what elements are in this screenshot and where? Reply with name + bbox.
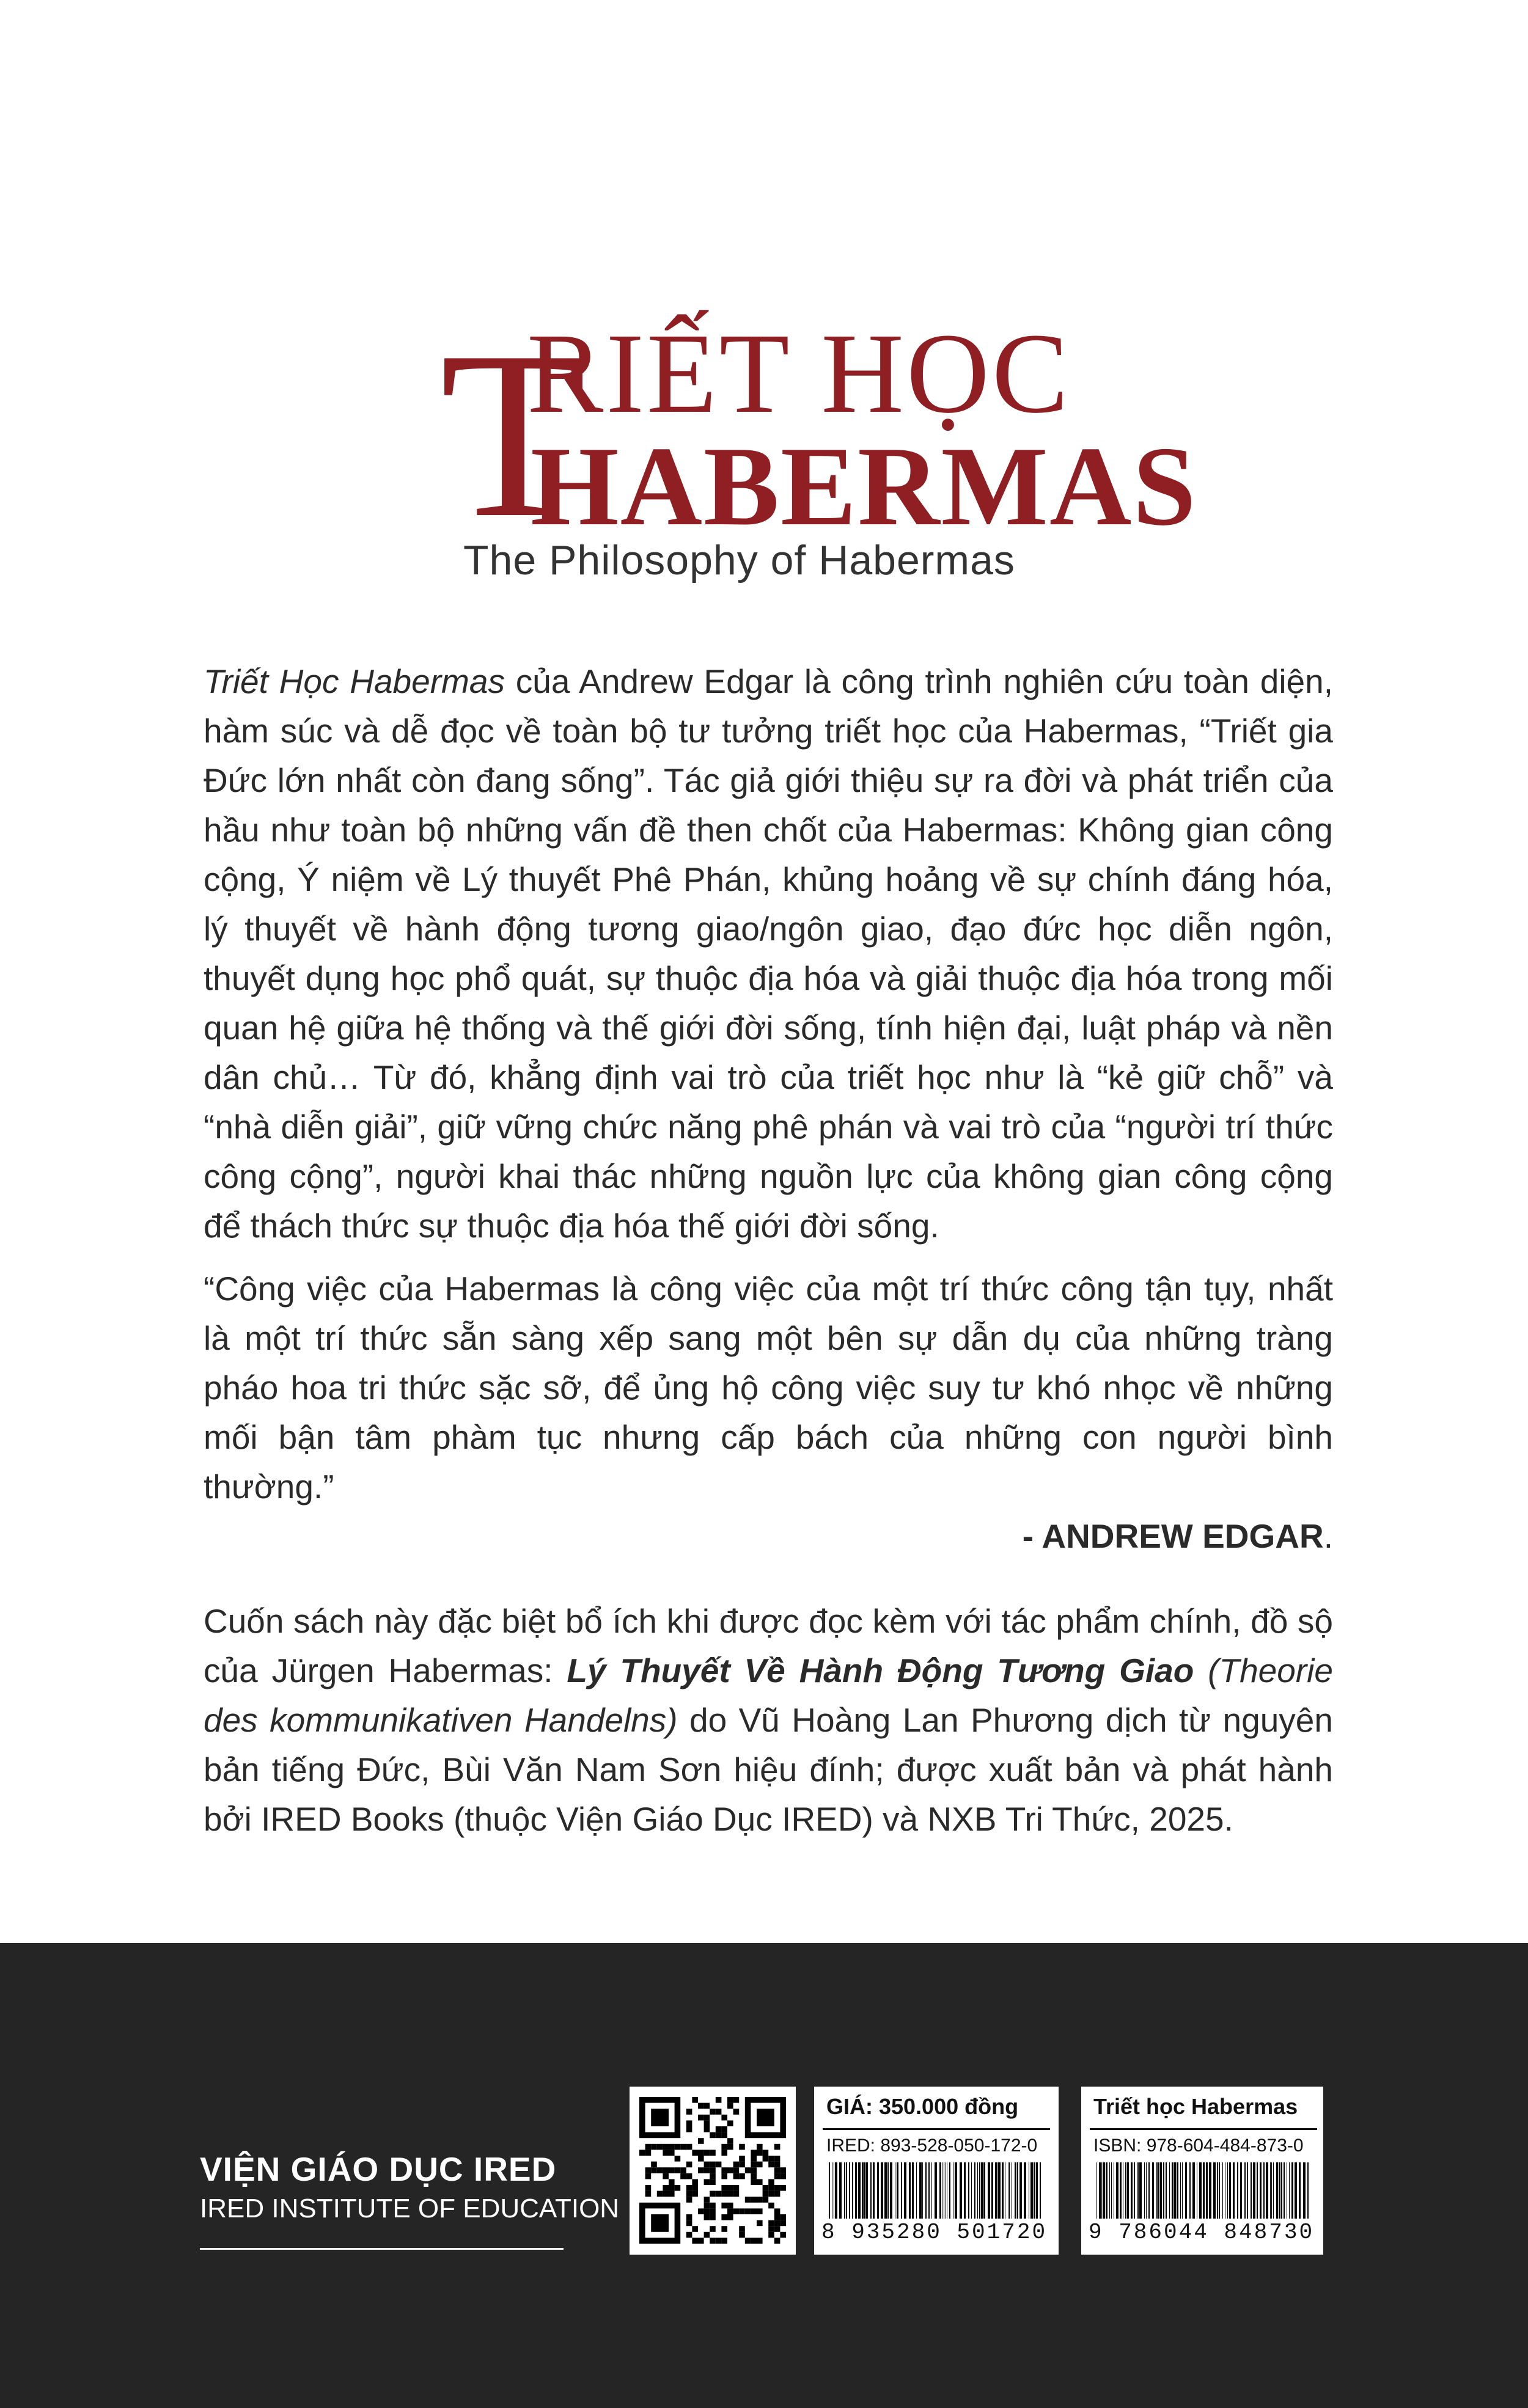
price-barcode-digits: 8 935280 501720 <box>821 2220 1048 2245</box>
related-book-original-title: (Theorie des kommunikativen Handelns) <box>204 1652 1333 1739</box>
institute-name-english: IRED INSTITUTE OF EDUCATION <box>200 2194 620 2223</box>
book-title-short: Triết học Habermas <box>1093 2094 1298 2119</box>
related-book-title: Lý Thuyết Về Hành Động Tương Giao <box>567 1652 1194 1689</box>
english-subtitle: The Philosophy of Habermas <box>463 537 1015 584</box>
qr-code-icon <box>639 2097 786 2244</box>
isbn-barcode-label <box>1081 2087 1323 2255</box>
qr-code[interactable] <box>630 2087 796 2255</box>
closing-part-2: do Vũ Hoàng Lan Phương dịch từ nguyên bản tiếng Đức, Bùi Văn Nam Sơn hiệu đính; được xuất bản và phát hành bởi IRED Books (thuộc Viện Giáo Dục IRED) và NXB Tri Thức, 2025. <box>204 1701 1333 1838</box>
description-paragraph <box>204 657 1333 1251</box>
institute-underline <box>200 2248 564 2250</box>
price-text: GIÁ: 350.000 đồng <box>826 2094 1019 2119</box>
description-body: của Andrew Edgar là công trình nghiên cứu toàn diện, hàm súc và dễ đọc về toàn bộ tư tưởng triết học của Habermas, “Triết gia Đức lớn nhất còn đang sống”. Tác giả giới thiệu sự ra đời và phát triển của hầu như toàn bộ những vấn đề then chốt của Habermas: Không gian công cộng, Ý niệm về Lý thuyết Phê Phán, khủng hoảng về sự chính đáng hóa, lý thuyết về hành động tương giao/ngôn giao, đạo đức học diễn ngôn, thuyết dụng học phổ quát, sự thuộc địa hóa và giải thuộc địa hóa trong mối quan hệ giữa hệ thống và thế giới đời sống, tính hiện đại, luật pháp và nền dân chủ… Từ đó, khẳng định vai trò của triết học như là “kẻ giữ chỗ” và “nhà diễn giải”, giữ vững chức năng phê phán và vai trò của “người trí thức công cộng”, người khai thác những nguồn lực của không gian công cộng để thách thức sự thuộc địa hóa thế giới đời sống. <box>204 662 1333 1245</box>
closing-part-1: Cuốn sách này đặc biệt bổ ích khi được đọc kèm với tác phẩm chính, đồ sộ của Jürgen Habermas: <box>204 1602 1333 1689</box>
label-divider <box>823 2128 1050 2130</box>
quote-author-name: - ANDREW EDGAR <box>1022 1517 1324 1555</box>
ired-code: IRED: 893-528-050-172-0 <box>826 2135 1038 2156</box>
price-barcode-label <box>814 2087 1059 2255</box>
title-line-2: HABERMAS <box>531 423 1197 549</box>
closing-paragraph <box>204 1597 1333 1844</box>
quote-author-period: . <box>1323 1517 1333 1555</box>
title-line-1: RIẾT HỌC <box>527 309 1071 437</box>
quote-author <box>204 1512 1333 1561</box>
isbn-code: ISBN: 978-604-484-873-0 <box>1093 2135 1304 2156</box>
isbn-barcode-digits: 9 786044 848730 <box>1089 2220 1315 2245</box>
label-divider <box>1090 2128 1317 2130</box>
institute-name-vietnamese: VIỆN GIÁO DỤC IRED <box>200 2150 557 2188</box>
title-initial-letter: T <box>440 302 587 567</box>
price-barcode-icon <box>828 2162 1045 2219</box>
book-title-italic: Triết Học Habermas <box>204 662 505 700</box>
quote-paragraph: “Công việc của Habermas là công việc của một trí thức công tận tụy, nhất là một trí thức sẵn sàng xếp sang một bên sự dẫn dụ của những tràng pháo hoa tri thức sặc sỡ, để ủng hộ công việc suy tư khó nhọc về những mối bận tâm phàm tục nhưng cấp bách của những con người bình thường.” <box>204 1270 1333 1506</box>
isbn-barcode-icon <box>1095 2162 1312 2219</box>
description-text-block <box>204 657 1333 1844</box>
